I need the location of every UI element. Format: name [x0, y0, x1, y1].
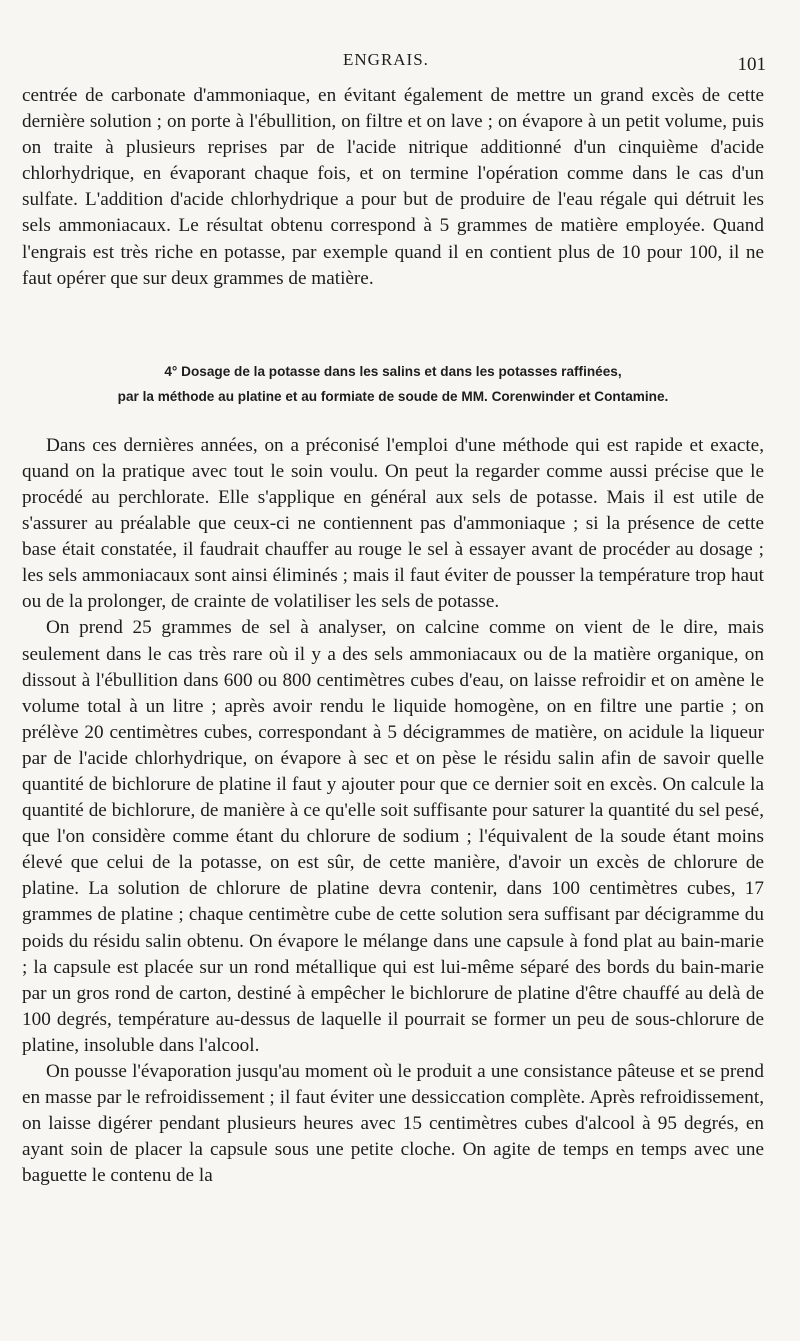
paragraph-1: centrée de carbonate d'ammoniaque, en évitant également de mettre un grand excès de cette dernière solution ; on porte à l'ébullition, on filtre et on lave ; on évapore à un petit volume, puis on traite à plusieurs reprises par de l'acide nitrique additionné d'un cinquième d'acide chlorhydrique, en évaporant chaque fois, et on termine l'opération comme dans le cas d'un sulfate. L'addition d'acide chlorhydrique a pour but de produire de l'eau régale qui détruit les sels ammoniacaux. Le résultat obtenu correspond à 5 grammes de matière employée. Quand l'engrais est très riche en potasse, par exemple quand il en contient plus de 10 pour 100, il ne faut opérer que sur deux grammes de matière.	[22, 85, 764, 289]
page-number: 101	[737, 54, 766, 75]
paragraph-3: On prend 25 grammes de sel à analyser, on calcine comme on vient de le dire, mais seulement dans le cas très rare où il y a des sels ammoniacaux ou de la matière organique, on dissout à l'ébullition dans 600 ou 800 centimètres cubes d'eau, on laisse refroidir et on amène le volume total à un litre ; après avoir rendu le liquide homogène, on en filtre une partie ; on prélève 20 centimètres cubes, correspondant à 5 décigrammes de matière, on acidule la liqueur par de l'acide chlorhydrique, on évapore à sec et on pèse le résidu salin afin de savoir quelle quantité de bichlorure de platine il faut y ajouter pour que ce dernier soit en excès. On calcule la quantité de bichlorure, de manière à ce qu'elle soit suffisante pour saturer la quantité du sel pesé, que l'on considère comme étant du chlorure de sodium ; l'équivalent de la soude étant moins élevé que celui de la potasse, on est sûr, de cette manière, d'avoir un excès de chlorure de platine. La solution de chlorure de platine devra contenir, dans 100 centimètres cubes, 17 grammes de platine ; chaque centimètre cube de cette solution sera suffisant par décigramme du poids du résidu salin obtenu. On évapore le mélange dans une capsule à fond plat au bain-marie ; la capsule est placée sur un rond métallique qui est lui-même séparé des bords du bain-marie par un gros rond de carton, destiné à empêcher le bichlorure de platine d'être chauffé au delà de 100 degrés, température au-dessus de laquelle il pourrait se former un peu de sous-chlorure de platine, insoluble dans l'alcool.	[22, 617, 764, 1056]
section-heading-line-1: 4° Dosage de la potasse dans les salins et dans les potasses raffinées,	[164, 363, 622, 379]
section-heading	[22, 359, 764, 409]
running-title: ENGRAIS.	[343, 50, 429, 69]
section-heading-line-2: par la méthode au platine et au formiate de soude de MM. Corenwinder et Contamine.	[117, 388, 669, 404]
paragraph-2: Dans ces dernières années, on a préconisé l'emploi d'une méthode qui est rapide et exacte, quand on la pratique avec tout le soin voulu. On peut la regarder comme aussi précise que le procédé au perchlorate. Elle s'applique en général aux sels de potasse. Mais il est utile de s'assurer au préalable que ceux-ci ne contiennent pas d'ammoniaque ; si la présence de cette base était constatée, il faudrait chauffer au rouge le sel à essayer avant de procéder au dosage ; les sels ammoniacaux sont ainsi éliminés ; mais il faut éviter de pousser la température trop haut ou de la prolonger, de crainte de volatiliser les sels de potasse.	[22, 434, 764, 613]
paragraph-4: On pousse l'évaporation jusqu'au moment où le produit a une consistance pâteuse et se prend en masse par le refroidissement ; il faut éviter une dessiccation complète. Après refroidissement, on laisse digérer pendant plusieurs heures avec 15 centimètres cubes d'alcool à 95 degrés, en ayant soin de placer la capsule sous une petite cloche. On agite de temps en temps avec une baguette le contenu de la	[22, 1061, 764, 1187]
